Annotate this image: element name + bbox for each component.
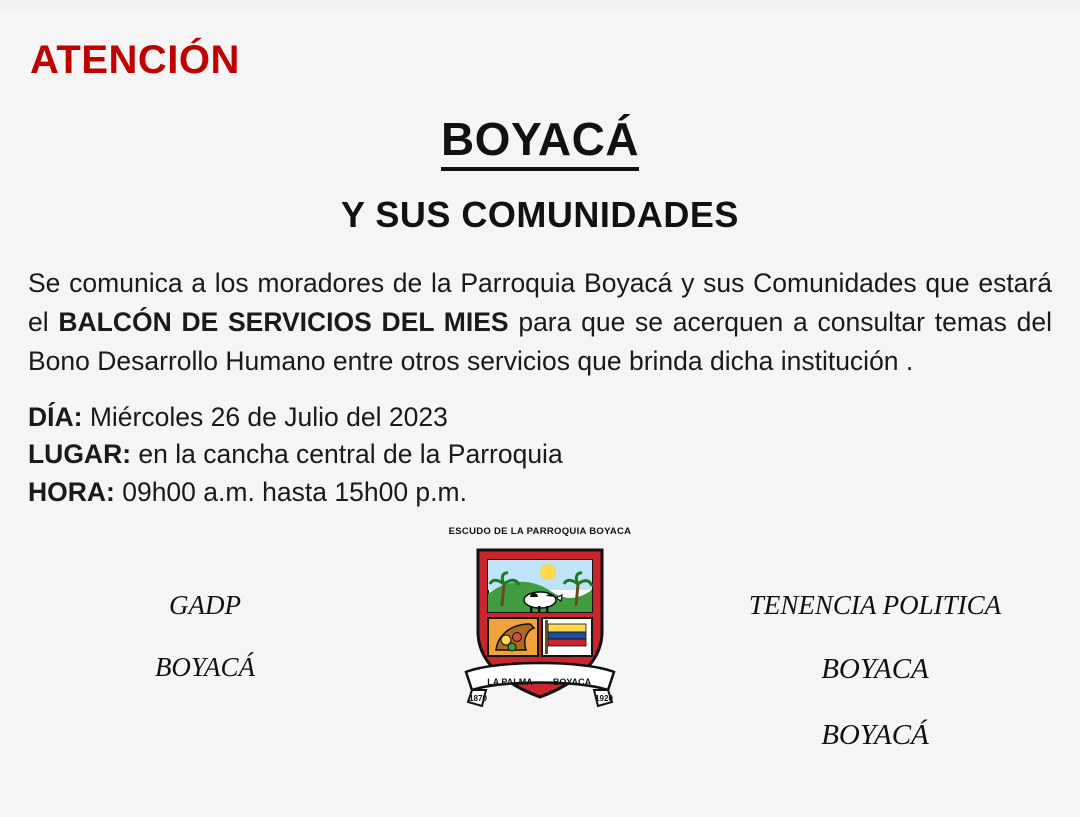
footer	[0, 525, 1080, 769]
signature-left-line1: GADP	[169, 589, 241, 620]
event-details	[0, 381, 1080, 512]
detail-value-place: en la cancha central de la Parroquia	[131, 439, 563, 470]
svg-text:1870: 1870	[469, 693, 487, 703]
signature-right-line1-small: TENENCIA POLITICA	[748, 589, 1002, 620]
svg-text:LA PALMA: LA PALMA	[487, 676, 533, 687]
signature-right-line1-big: BOYACA	[821, 652, 929, 685]
top-strip	[0, 0, 1080, 14]
detail-row-place	[28, 436, 1052, 474]
svg-text:BOYACA: BOYACA	[552, 676, 592, 687]
coat-of-arms-icon	[460, 540, 620, 715]
svg-text:1920: 1920	[595, 693, 613, 703]
crest	[435, 526, 645, 715]
crest-title: ESCUDO DE LA PARROQUIA BOYACA	[448, 525, 632, 537]
paragraph-part-2: para que se acerquen a consultar temas del Bono Desarrollo Humano entre otros servicios que brinda dicha institución .	[28, 306, 1052, 376]
paragraph-highlight: BALCÓN DE SERVICIOS DEL MIES	[58, 306, 509, 337]
attention-heading: ATENCIÓN	[30, 38, 240, 82]
signature-right	[710, 574, 1040, 769]
signature-left	[40, 574, 370, 698]
announcement-paragraph	[0, 236, 1080, 381]
detail-label-day: DÍA:	[28, 401, 83, 432]
page-title	[0, 0, 1080, 166]
detail-value-time: 09h00 a.m. hasta 15h00 p.m.	[114, 477, 467, 508]
detail-row-time	[28, 474, 1052, 512]
detail-row-day	[28, 399, 1052, 437]
page-subtitle: Y SUS COMUNIDADES	[341, 194, 739, 235]
signature-right-line2: BOYACÁ	[821, 719, 929, 752]
detail-label-time: HORA:	[28, 477, 115, 508]
detail-value-day: Miércoles 26 de Julio del 2023	[82, 401, 448, 432]
signature-left-line2: BOYACÁ	[154, 651, 256, 682]
paragraph-part-1: Se comunica a los moradores de la Parroquia Boyacá y sus Comunidades que estará el	[28, 268, 1052, 337]
detail-label-place: LUGAR:	[28, 439, 132, 470]
page-title-text: BOYACÁ	[441, 113, 639, 171]
